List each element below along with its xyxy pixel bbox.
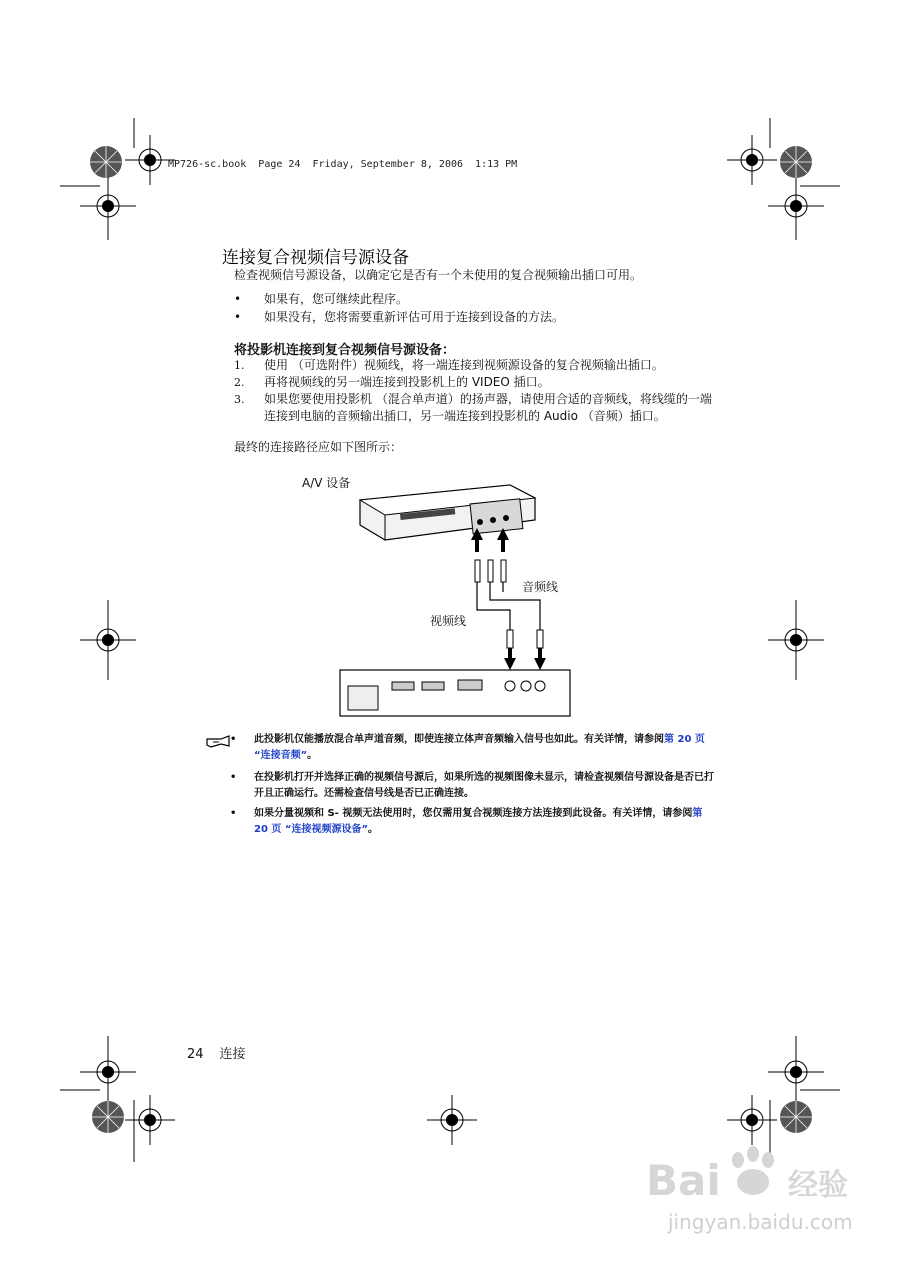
step-item [234,357,712,374]
subheading: 将投影机连接到复合视频信号源设备： [234,343,456,358]
step-item [234,374,712,391]
bullet-text: 如果有，您可继续此程序。 [264,292,409,306]
connection-illustration [300,470,600,730]
svg-text:经验: 经验 [788,1168,848,1203]
watermark-url: jingyan.baidu.com [668,1210,853,1234]
page-number: 24 [187,1047,204,1062]
footer-section: 连接 [219,1047,246,1062]
step-number: 2. [234,376,245,389]
note-item: • 此投影机仅能播放混合单声道音频，即使连接立体声音频输入信号也如此。有关详情，请参阅第 20 页 “连接音频”。 [230,734,705,761]
step-item [234,391,712,442]
note-text: 此投影机仅能播放混合单声道音频，即使连接立体声音频输入信号也如此。有关详情，请参阅 [254,734,664,745]
bullet-item: • 如果有，您可继续此程序。 [234,292,409,306]
baidu-logo-watermark [638,1140,858,1210]
note-hand-icon [205,733,231,751]
av-device-label: A/V 设备 [302,476,351,490]
page-link[interactable]: 第 20 页 “连接音频” [254,734,705,761]
bullet-text: 如果没有，您将需要重新评估可用于连接到设备的方法。 [264,310,565,324]
note-item: • 在投影机打开并选择正确的视频信号源后，如果所选的视频图像未显示，请检查视频信号源设备是否已打开且正确运行。还需检查信号线是否已正确连接。 [230,770,716,802]
intro-paragraph: 检查视频信号源设备，以确定它是否有一个未使用的复合视频输出插口可用。 [234,268,643,282]
connection-diagram [300,470,600,734]
step-text: 使用 （可选附件）视频线，将一端连接到视频源设备的复合视频输出插口。 [264,358,664,372]
step-text: 如果您要使用投影机 （混合单声道）的扬声器，请使用合适的音频线，将线缆的一端连接到电脑的音频输出插口，另一端连接到投影机的 Audio （音频）插口。 [264,392,712,423]
video-cable-label: 视频线 [430,614,467,628]
note-text: 如果分量视频和 S- 视频无法使用时，您仅需用复合视频连接方法连接到此设备。有关详情，请参阅 [254,808,693,819]
page-footer [187,1043,246,1062]
note-item: • 如果分量视频和 S- 视频无法使用时，您仅需用复合视频连接方法连接到此设备。有关详情，请参阅第 20 页 “连接视频源设备”。 [230,808,703,835]
note-text: 在投影机打开并选择正确的视频信号源后，如果所选的视频图像未显示，请检查视频信号源设备是否已打开且正确运行。还需检查信号线是否已正确连接。 [254,772,714,799]
svg-text:Bai: Bai [646,1156,721,1205]
final-path-text: 最终的连接路径应如下图所示： [234,440,403,454]
print-header: MP726-sc.book Page 24 Friday, September 8, 2006 1:13 PM [168,159,518,170]
step-number: 1. [234,359,245,372]
audio-cable-label: 音频线 [522,580,559,594]
bullet-item: • 如果没有，您将需要重新评估可用于连接到设备的方法。 [234,310,565,324]
page-link[interactable]: 第 20 页 “连接视频源设备” [254,808,703,835]
step-number: 3. [234,393,245,406]
step-text: 再将视频线的另一端连接到投影机上的 VIDEO 插口。 [264,375,550,389]
section-title: 连接复合视频信号源设备 [222,248,409,268]
